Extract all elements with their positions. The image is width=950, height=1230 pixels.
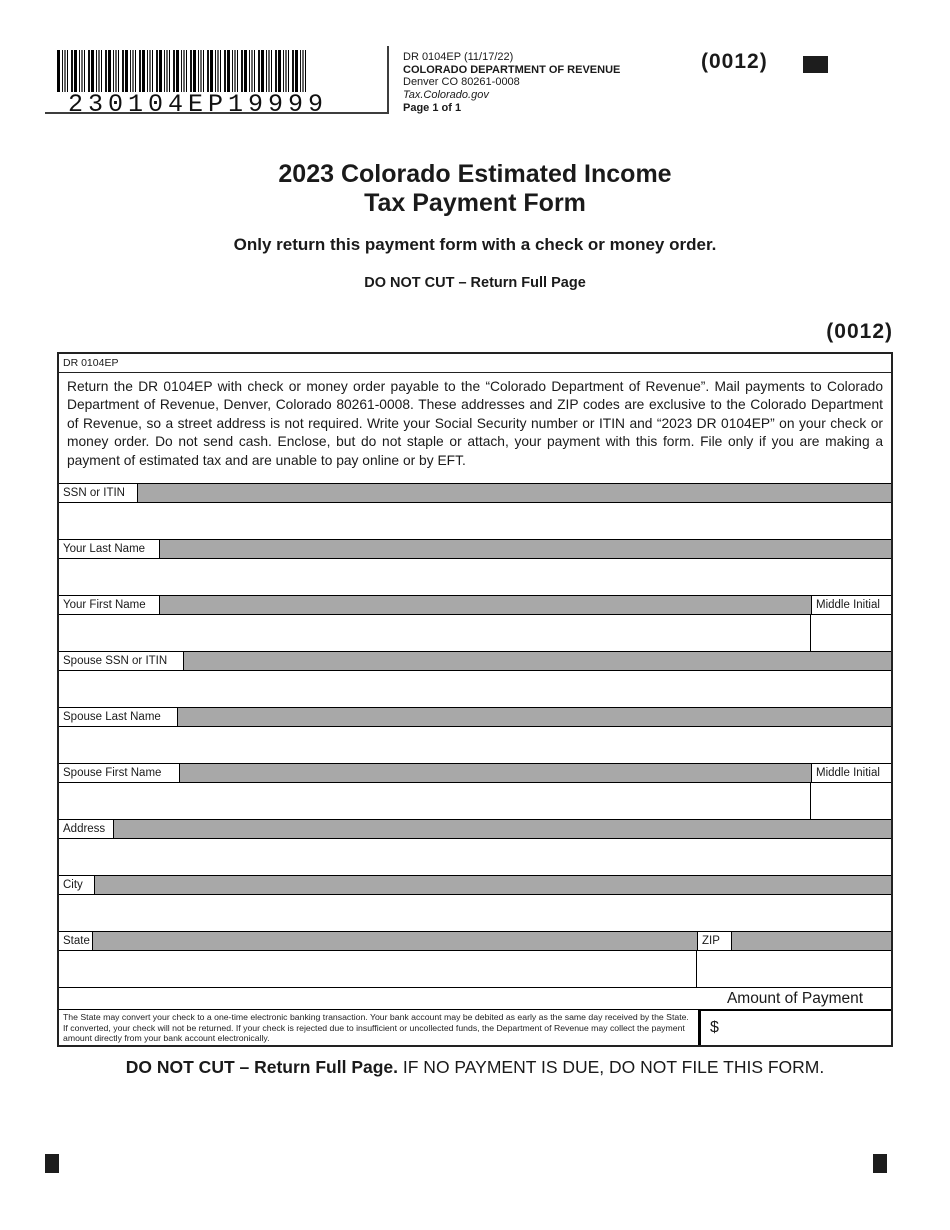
address-field-label: Address: [59, 820, 114, 838]
footer-notice: [0, 1057, 950, 1078]
middle-initial-input[interactable]: [811, 615, 891, 651]
zip-field-label: ZIP: [697, 932, 732, 950]
field-row-state-zip: [59, 931, 891, 988]
field-row-last-name: [59, 539, 891, 595]
do-not-cut-notice-top: DO NOT CUT – Return Full Page: [364, 275, 586, 291]
do-not-cut-notice-bottom: DO NOT CUT – Return Full Page.: [125, 1057, 399, 1077]
department-website: Tax.Colorado.gov: [403, 89, 489, 102]
middle-initial-field-label: Middle Initial: [811, 596, 891, 614]
form-box-label: DR 0104EP: [59, 354, 891, 373]
department-name: COLORADO DEPARTMENT OF REVENUE: [403, 63, 621, 76]
first-name-field-label: Your First Name: [59, 596, 160, 614]
city-input[interactable]: [59, 895, 891, 931]
registration-mark-top-right: [803, 56, 828, 73]
spouse-middle-initial-input[interactable]: [811, 783, 891, 819]
barcode-image: [57, 50, 307, 92]
department-header: [403, 51, 620, 115]
mailing-instructions: Return the DR 0104EP with check or money order payable to the “Colorado Department of Revenue”. Mail payments to Colorado Department of Revenue, Denver, Colorado 80261-0008. These addresses and ZIP codes are exclusive to the Colorado Department of Revenue, so a street address is not required. Write your Social Security number or ITIN and “2023 DR 0104EP” on your check or money order. Do not send cash. Enclose, but do not staple or attach, your payment with this form. File only if you are making a payment of estimated tax and are unable to pay online or by EFT.: [67, 379, 883, 468]
payment-form-box: [57, 352, 893, 1047]
field-row-city: [59, 875, 891, 931]
batch-code-form: (0012): [826, 320, 893, 343]
spouse-middle-initial-field-label: Middle Initial: [811, 764, 891, 782]
spouse-first-name-field-label: Spouse First Name: [59, 764, 180, 782]
payment-band: [59, 988, 891, 1045]
field-row-first-name: [59, 595, 891, 651]
spouse-last-name-field-label: Spouse Last Name: [59, 708, 178, 726]
form-subtitle: Only return this payment form with a check or money order.: [233, 235, 717, 254]
check-conversion-disclaimer: The State may convert your check to a one-time electronic banking transaction. Your bank account may be debited as early as the same day received by the State. If converted, your check will not be returned. If your check is rejected due to insufficient or uncollected funds, the Department of Revenue may collect the payment amount directly from your bank account electronically.: [59, 1009, 699, 1045]
page-number: Page 1 of 1: [403, 101, 462, 114]
field-row-spouse-last-name: [59, 707, 891, 763]
zip-input[interactable]: [697, 951, 891, 987]
ssn-field-label: SSN or ITIN: [59, 484, 138, 502]
spouse-ssn-field-label: Spouse SSN or ITIN: [59, 652, 184, 670]
last-name-field-label: Your Last Name: [59, 540, 160, 558]
form-title-line2: Tax Payment Form: [364, 189, 586, 217]
barcode-number: 230104EP19999: [68, 90, 329, 119]
spouse-ssn-input[interactable]: [59, 671, 891, 707]
field-row-spouse-ssn: [59, 651, 891, 707]
spouse-first-name-input[interactable]: [59, 783, 811, 819]
address-input[interactable]: [59, 839, 891, 875]
form-title-line1: 2023 Colorado Estimated Income: [278, 160, 672, 188]
amount-of-payment-label: Amount of Payment: [726, 990, 864, 1007]
first-name-input[interactable]: [59, 615, 811, 651]
ssn-input[interactable]: [59, 503, 891, 539]
field-row-spouse-first-name: [59, 763, 891, 819]
amount-of-payment-input[interactable]: [699, 1009, 891, 1045]
registration-mark-bottom-left: [45, 1154, 59, 1173]
spouse-last-name-input[interactable]: [59, 727, 891, 763]
form-title: [0, 160, 950, 218]
no-payment-notice: IF NO PAYMENT IS DUE, DO NOT FILE THIS FORM.: [402, 1057, 825, 1077]
batch-code-top: (0012): [701, 50, 768, 73]
field-row-address: [59, 819, 891, 875]
department-address: Denver CO 80261-0008: [403, 76, 520, 89]
state-input[interactable]: [59, 951, 697, 987]
currency-symbol: $: [710, 1019, 719, 1036]
field-row-ssn: [59, 483, 891, 539]
form-code-revision: DR 0104EP (11/17/22): [403, 51, 514, 63]
state-field-label: State: [59, 932, 93, 950]
registration-mark-bottom-right: [873, 1154, 887, 1173]
city-field-label: City: [59, 876, 95, 894]
last-name-input[interactable]: [59, 559, 891, 595]
